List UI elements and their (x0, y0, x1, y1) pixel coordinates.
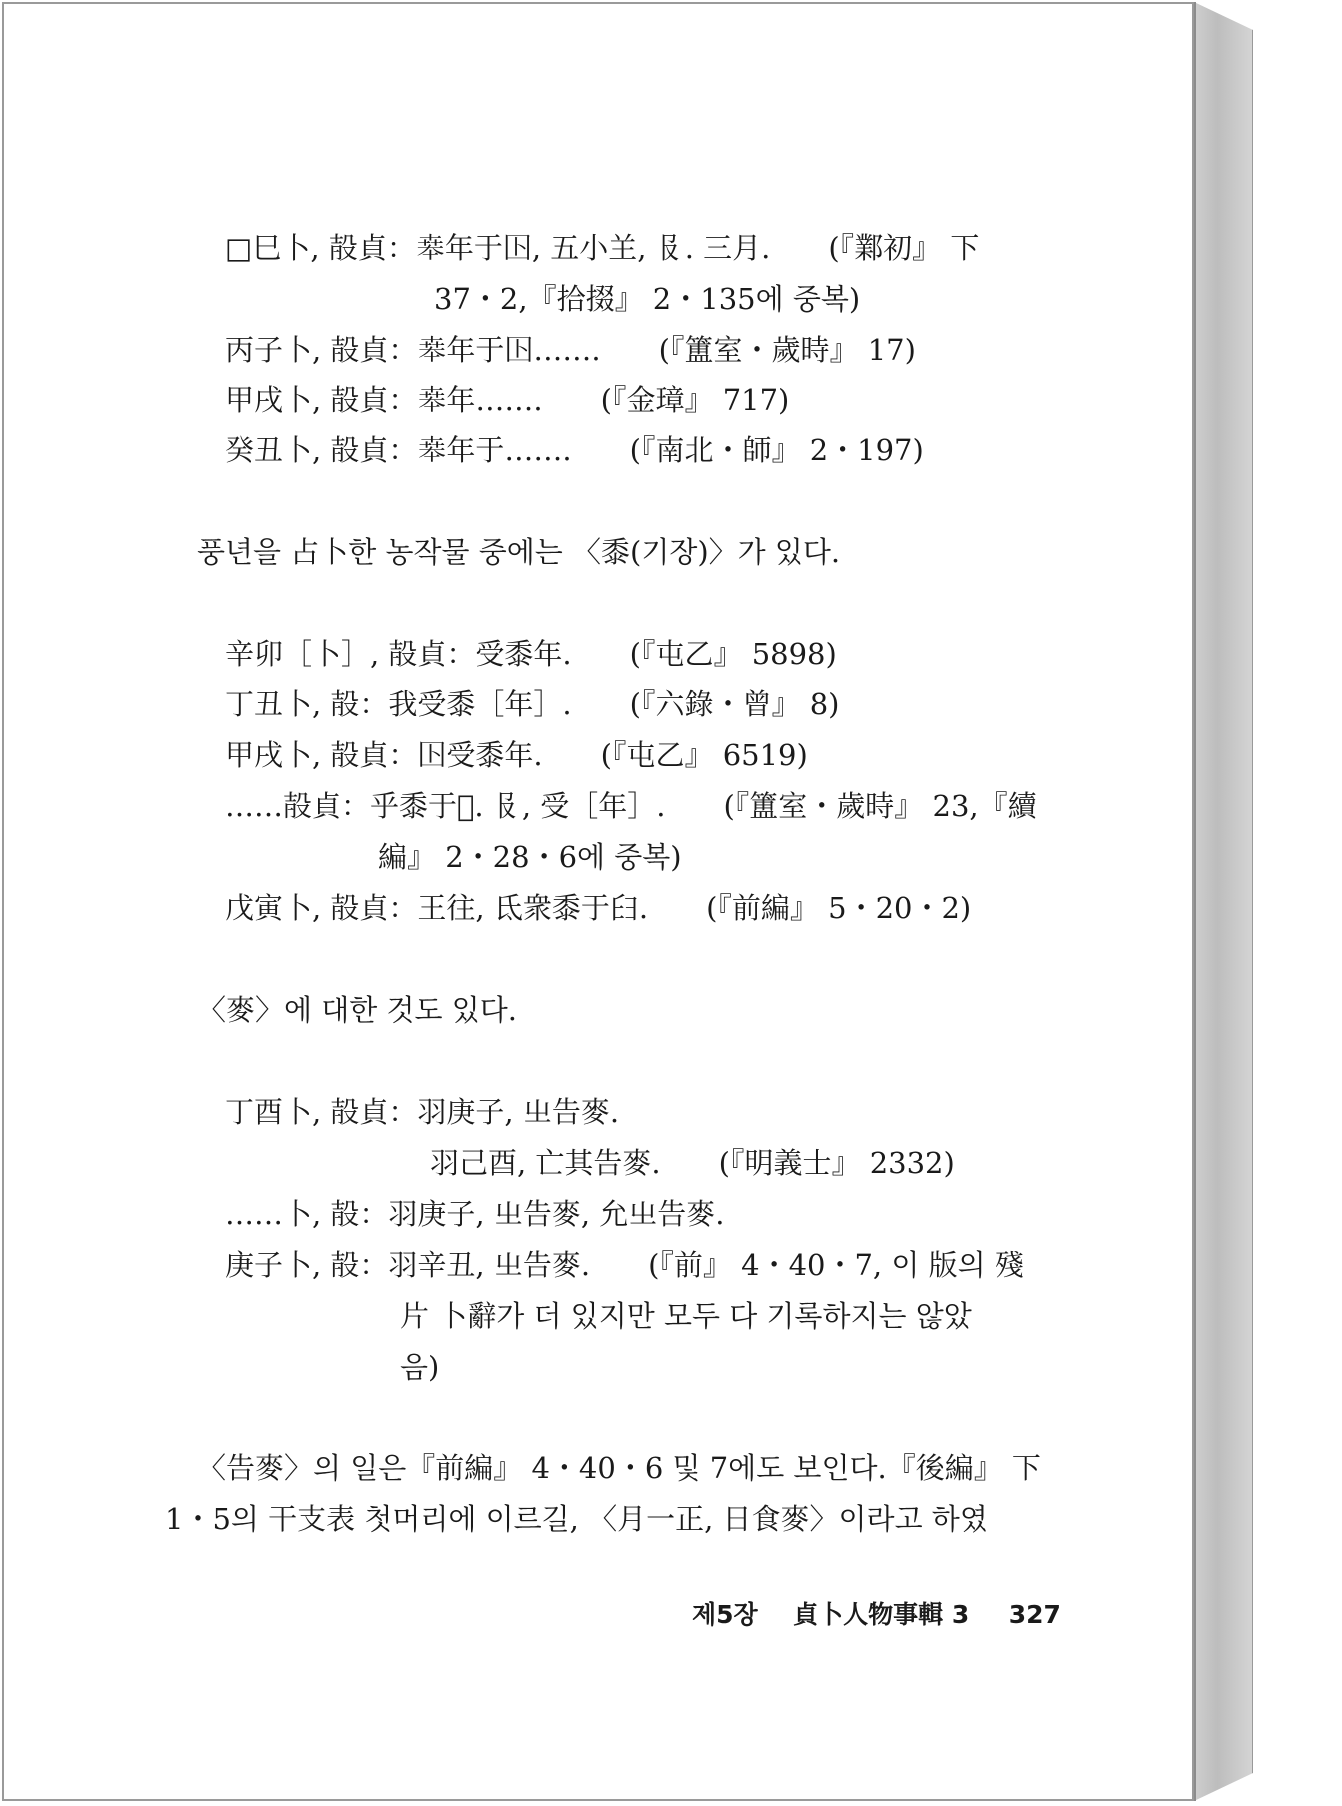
text-line: ……卜, 㱿：羽庚子, 㞢告麥, 允㞢告麥. (225, 1197, 725, 1231)
text-line: 辛卯［卜］, 㱿貞：受黍年. (『屯乙』 5898) (225, 637, 837, 671)
page-edge-shadow (1194, 2, 1196, 1801)
text-line: 음) (400, 1350, 440, 1384)
text-line: 丁丑卜, 㱿：我受黍［年］. (『六錄・曾』 8) (225, 687, 840, 721)
page-footer (692, 1595, 1061, 1631)
text-line: 甲戌卜, 㱿貞：𡆥受黍年. (『屯乙』 6519) (225, 738, 808, 772)
text-line: 37・2,『拾掇』 2・135에 중복) (434, 282, 861, 316)
chapter-label: 제5장 (692, 1600, 758, 1629)
page-number: 327 (1008, 1600, 1061, 1629)
text-line: 甲戌卜, 㱿貞：𠦪年……. (『金璋』 717) (225, 383, 790, 417)
text-line: ……㱿貞：乎黍于𦎫. 𠬝, 受［年］. (『簠室・歲時』 23,『續 (225, 789, 1037, 823)
text-line: 編』 2・28・6에 중복) (378, 840, 682, 874)
text-line: 丁酉卜, 㱿貞：羽庚子, 㞢告麥. (225, 1095, 620, 1129)
text-line: 片 卜辭가 더 있지만 모두 다 기록하지는 않았 (400, 1299, 972, 1333)
text-line: 1・5의 干支表 첫머리에 이르길, 〈月一正, 日食麥〉이라고 하였 (165, 1502, 988, 1536)
text-line: 戊寅卜, 㱿貞：王往, 氐衆黍于𦥑. (『前編』 5・20・2) (225, 891, 972, 925)
page-stack-edge (1194, 2, 1253, 1801)
running-title: 貞卜人物事輯 3 (793, 1600, 970, 1629)
text-line: □巳卜, 㱿貞：𠦪年于𡆥, 五小𦍌, 𠬝. 三月. (『鄴初』 下 (225, 231, 980, 265)
text-line: 〈麥〉에 대한 것도 있다. (197, 993, 517, 1027)
text-line: 丙子卜, 㱿貞：𠦪年于𡆥……. (『簠室・歲時』 17) (225, 333, 916, 367)
text-line: 庚子卜, 㱿：羽辛丑, 㞢告麥. (『前』 4・40・7, 이 版의 殘 (225, 1248, 1024, 1282)
text-line: 癸丑卜, 㱿貞：𠦪年于……. (『南北・師』 2・197) (225, 433, 924, 467)
text-line: 풍년을 占卜한 농작물 중에는 〈黍(기장)〉가 있다. (197, 535, 841, 569)
text-line: 〈告麥〉의 일은『前編』 4・40・6 및 7에도 보인다.『後編』 下 (197, 1451, 1041, 1485)
text-line: 羽己酉, 亡其告麥. (『明義士』 2332) (430, 1146, 955, 1180)
